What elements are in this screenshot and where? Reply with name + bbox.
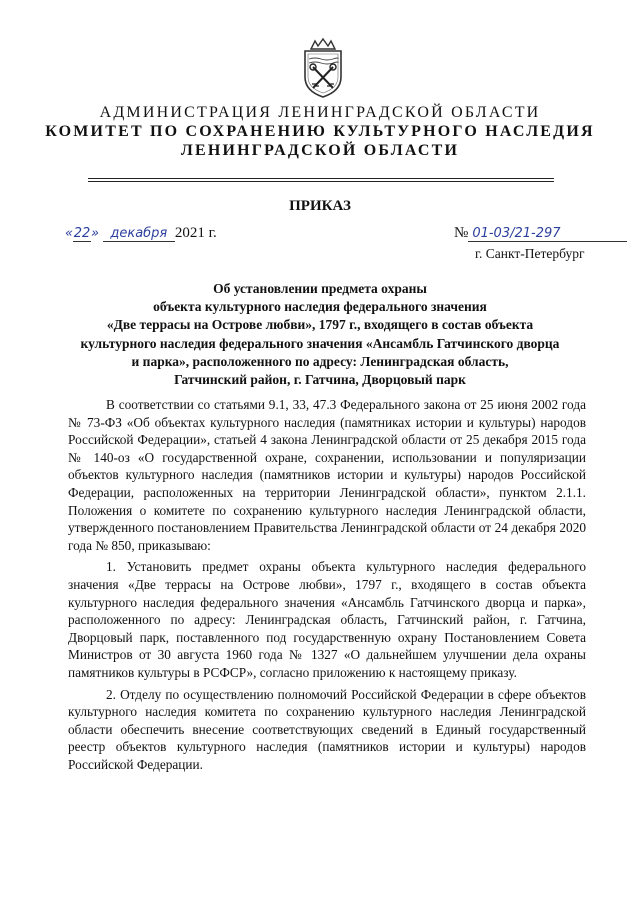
- date-quote-close: »: [91, 226, 100, 241]
- org-name-line3: ЛЕНИНГРАДСКОЙ ОБЛАСТИ: [180, 142, 460, 159]
- body-paragraph-item-1: 1. Установить предмет охраны объекта культурного наследия федерального значения «Две террасы на Острове любви», 1797 г., входящего в состав объекта культурного наследия федерального значения «Ансамбль Гатчинского дворца и парка», расположенного по адресу: Ленинградская область, Гатчинский район, г. Гатчина, Дворцовый парк, поставленного под государственную охрану Постановлением Совета Министров от 30 августа 1960 года № 1327 «О дальнейшем улучшении дела охраны памятников культуры в РСФСР», согласно приложению к настоящему приказу.: [68, 559, 586, 680]
- header-divider-bottom: [88, 181, 554, 182]
- coat-of-arms-icon: [298, 37, 348, 99]
- org-name-line2: КОМИТЕТ ПО СОХРАНЕНИЮ КУЛЬТУРНОГО НАСЛЕДИЯ: [45, 123, 595, 140]
- body-paragraph-item-2: 2. Отделу по осуществлению полномочий Российской Федерации в сфере объектов культурного наследия комитета по сохранению культурного наследия Ленинградской области обеспечить внесение соответствующих сведений в Единый государственный реестр объектов культурного наследия (памятников истории и культуры) народов Российской Федерации.: [68, 686, 586, 772]
- date-quote-open: «: [65, 226, 74, 241]
- date-month: декабря: [103, 226, 175, 242]
- subject-line: Об установлении предмета охраны: [213, 281, 427, 296]
- document-title: ПРИКАЗ: [289, 198, 351, 214]
- subject-line: «Две террасы на Острове любви», 1797 г., входящего в состав объекта: [106, 317, 534, 333]
- subject-line: объекта культурного наследия федерального значения: [153, 299, 487, 315]
- order-subject: [60, 280, 580, 389]
- order-date: [65, 225, 217, 242]
- number-value: 01-03/21-297: [468, 226, 627, 242]
- number-prefix: №: [454, 225, 469, 241]
- header-divider-top: [88, 178, 554, 179]
- date-year: 2021 г.: [174, 225, 217, 241]
- org-name-line1: АДМИНИСТРАЦИЯ ЛЕНИНГРАДСКОЙ ОБЛАСТИ: [99, 104, 541, 121]
- subject-line: культурного наследия федерального значения «Ансамбль Гатчинского дворца: [80, 335, 560, 351]
- subject-line: Гатчинский район, г. Гатчина, Дворцовый парк: [174, 372, 466, 388]
- date-day: 22: [73, 226, 91, 241]
- order-city: г. Санкт-Петербург: [475, 246, 585, 261]
- order-body: [68, 396, 586, 777]
- order-number: [454, 225, 627, 242]
- subject-line: и парка», расположенного по адресу: Ленинградская область,: [131, 353, 509, 369]
- body-paragraph-preamble: В соответствии со статьями 9.1, 33, 47.3 Федерального закона от 25 июня 2002 года № 73-ФЗ «Об объектах культурного наследия (памятниках истории и культуры) народов Российской Федерации», статьей 4 закона Ленинградской области от 25 декабря 2015 года № 140-оз «О государственной охране, сохранении, использовании и популяризации объектов культурного наследия (памятников истории и культуры) народов Российской Федерации, расположенных на территории Ленинградской области», пунктом 2.1.1. Положения о комитете по сохранению культурного наследия Ленинградской области, утвержденного постановлением Правительства Ленинградской области от 24 декабря 2020 года № 850, приказываю:: [68, 397, 586, 553]
